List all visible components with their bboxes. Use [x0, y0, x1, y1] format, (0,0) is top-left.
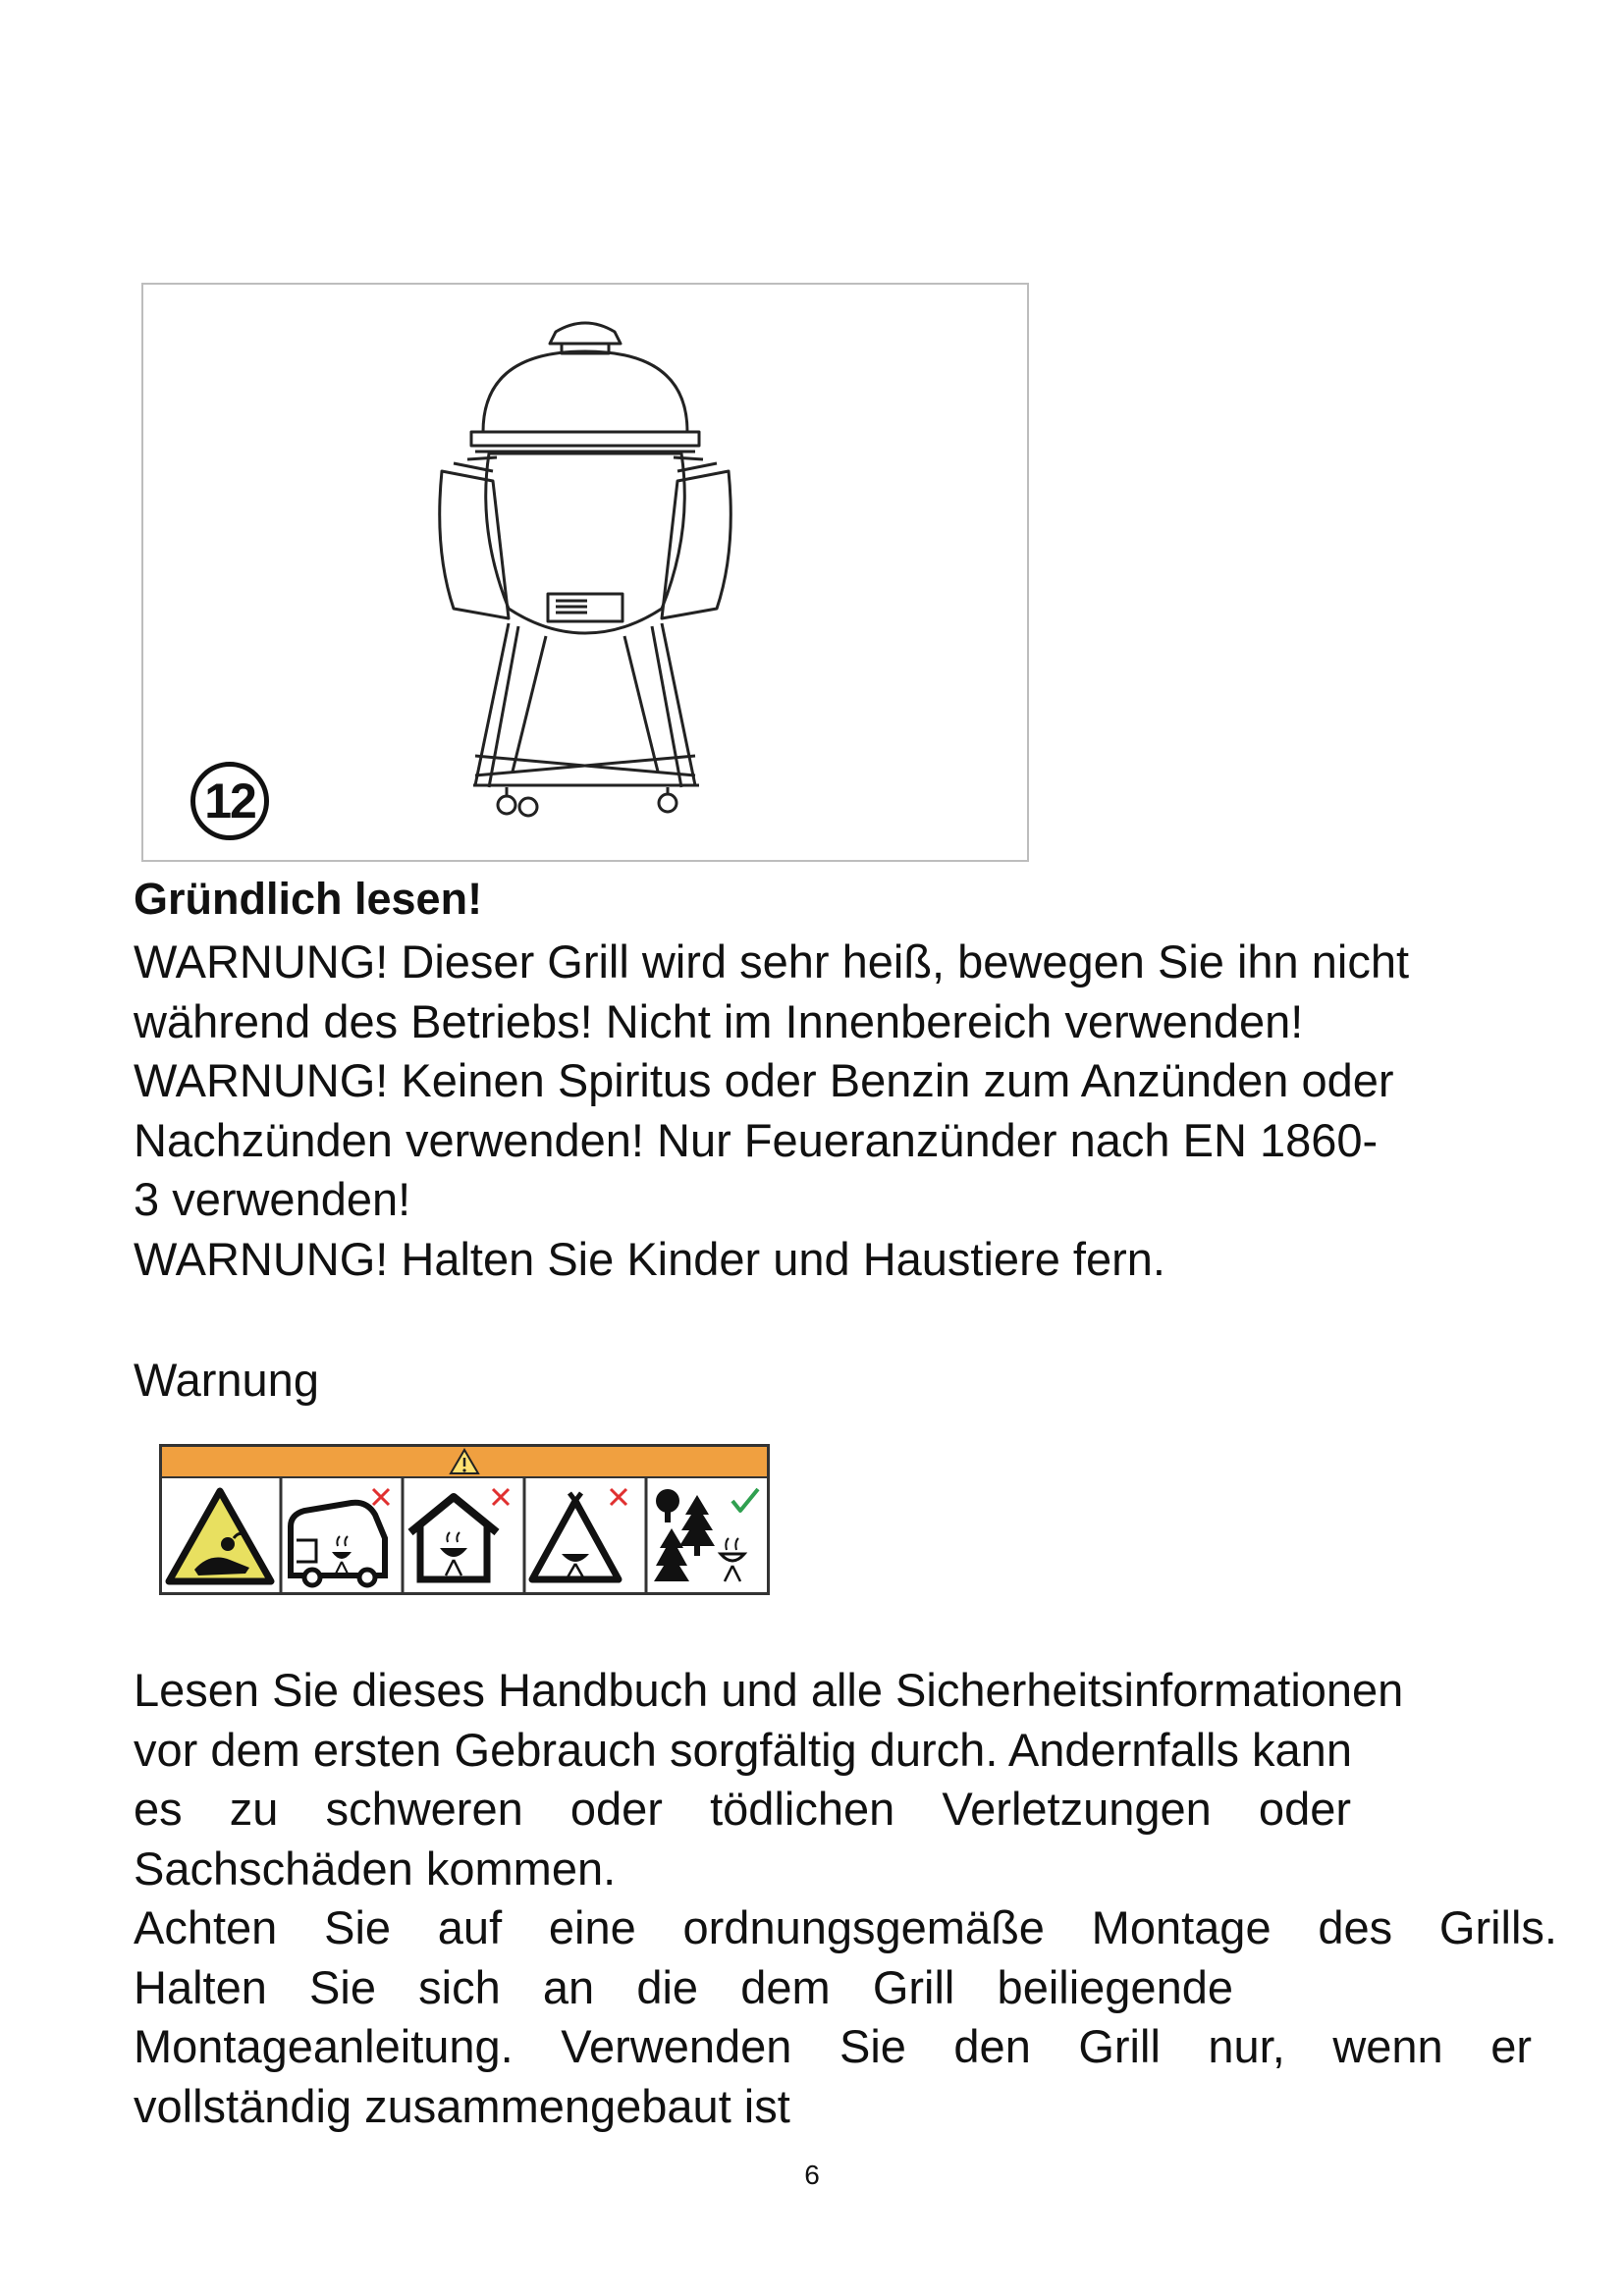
body-text [134, 1661, 1561, 2136]
page-number: 6 [804, 2160, 820, 2190]
warning-line: Nachzünden verwenden! Nur Feueranzünder nach EN 1860- [134, 1113, 1379, 1166]
kamado-grill-drawing [143, 285, 1027, 860]
warning-pictograms [159, 1444, 770, 1595]
warning-line: WARNUNG! Dieser Grill wird sehr heiß, bewegen Sie ihn nicht [134, 935, 1410, 988]
body-line: Achten Sie auf eine ordnungsgemäße Montage des Grills. [134, 1901, 1557, 1953]
body-line: vollständig zusammengebaut ist [134, 2079, 790, 2132]
body-line: Sachschäden kommen. [134, 1842, 617, 1895]
warning-line: 3 verwenden! [134, 1173, 411, 1225]
warning-line: WARNUNG! Halten Sie Kinder und Haustiere fern. [134, 1232, 1165, 1285]
grill-figure [141, 283, 1029, 862]
warning-label: Warnung [134, 1354, 319, 1406]
section-heading: Gründlich lesen! [134, 874, 483, 924]
body-line: Halten Sie sich an die dem Grill beiliegende [134, 1960, 1233, 2013]
body-line: Montageanleitung. Verwenden Sie den Grill nur, wenn er [134, 2020, 1532, 2072]
body-line: es zu schweren oder tödlichen Verletzungen oder [134, 1783, 1351, 1835]
body-line: Lesen Sie dieses Handbuch und alle Sicherheitsinformationen [134, 1664, 1404, 1716]
step-number-badge: 12 [190, 762, 269, 840]
body-line: vor dem ersten Gebrauch sorgfältig durch. Andernfalls kann [134, 1723, 1352, 1776]
warning-line: während des Betriebs! Nicht im Innenbereich verwenden! [134, 994, 1304, 1047]
warning-text [134, 933, 1567, 1289]
warning-line: WARNUNG! Keinen Spiritus oder Benzin zum Anzünden oder [134, 1054, 1394, 1106]
